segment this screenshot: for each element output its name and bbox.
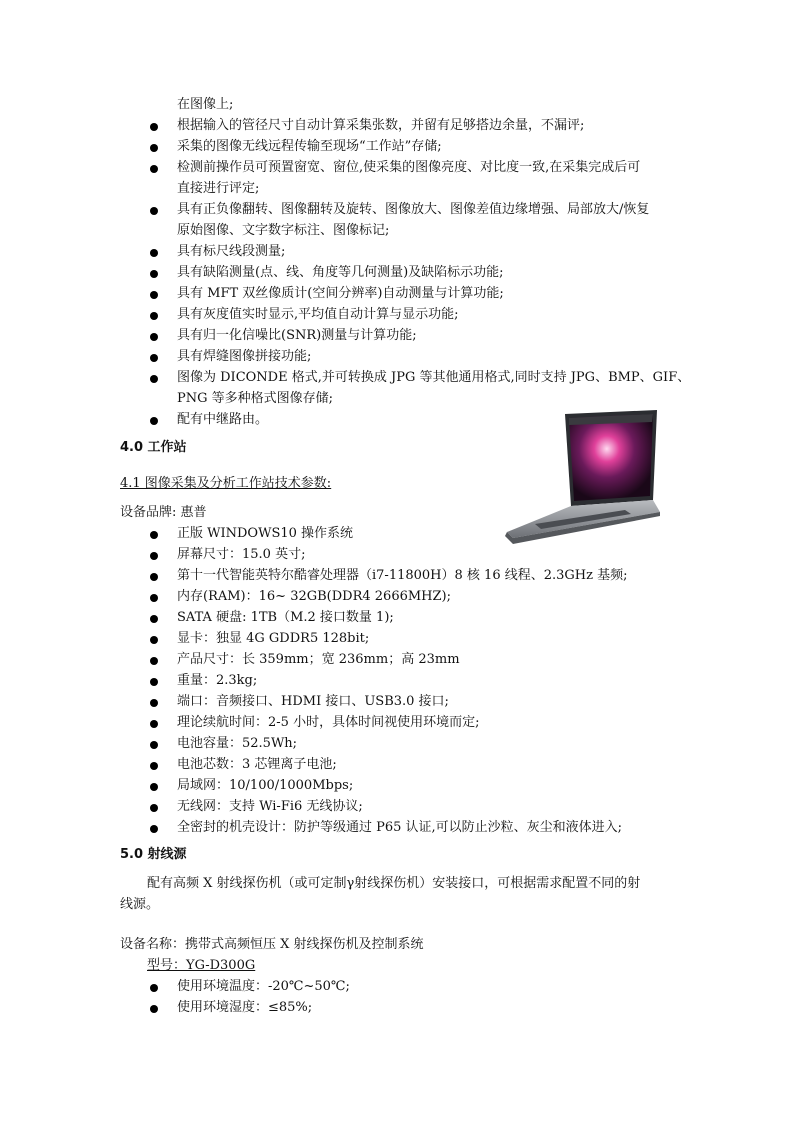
bullet-dot (150, 270, 158, 278)
list-item: 重量：2.3kg; (177, 673, 258, 688)
list-item: SATA 硬盘: 1TB（M.2 接口数量 1); (177, 610, 394, 625)
bullet-dot (150, 657, 158, 665)
list-item: 内存(RAM)：16~ 32GB(DDR4 2666MHZ); (177, 589, 452, 604)
bullet-dot (150, 804, 158, 812)
list-item: 检测前操作员可预置窗宽、窗位,使采集的图像亮度、对比度一致,在采集完成后可 (177, 160, 641, 175)
bullet-dot (150, 333, 158, 341)
list-item: 正版 WINDOWS10 操作系统 (177, 526, 354, 541)
list-item: 电池芯数：3 芯锂离子电池; (177, 757, 337, 772)
bullet-dot (150, 594, 158, 602)
brand-line: 设备品牌: 惠普 (120, 505, 207, 520)
list-item: 具有焊缝图像拼接功能; (177, 349, 312, 364)
bullet-dot (150, 531, 158, 539)
list-item: 具有正负像翻转、图像翻转及旋转、图像放大、图像差值边缘增强、局部放大/恢复 (177, 202, 650, 217)
list-item: 具有标尺线段测量; (177, 244, 286, 259)
bullet-dot (150, 1005, 158, 1013)
list-item: 使用环境温度：-20℃~50℃; (177, 979, 350, 994)
list-item-continuation: PNG 等多种格式图像存储; (177, 391, 334, 406)
section-heading: 5.0 射线源 (120, 847, 187, 862)
bullet-dot (150, 249, 158, 257)
bullet-dot (150, 312, 158, 320)
list-item: 图像为 DICONDE 格式,并可转换成 JPG 等其他通用格式,同时支持 JPG、BMP、GIF、 (177, 370, 691, 385)
list-item: 屏幕尺寸：15.0 英寸; (177, 547, 306, 562)
bullet-dot (150, 375, 158, 383)
bullet-dot (150, 291, 158, 299)
model-line: 型号：YG-D300G (147, 958, 256, 973)
bullet-dot (150, 207, 158, 215)
bullet-dot (150, 762, 158, 770)
continuation-text: 在图像上; (177, 97, 234, 112)
list-item: 具有缺陷测量(点、线、角度等几何测量)及缺陷标示功能; (177, 265, 504, 280)
bullet-dot (150, 552, 158, 560)
bullet-dot (150, 354, 158, 362)
paragraph-line: 线源。 (120, 897, 160, 912)
paragraph-line: 配有高频 X 射线探伤机（或可定制γ射线探伤机）安装接口，可根据需求配置不同的射 (147, 876, 641, 891)
list-item: 电池容量：52.5Wh; (177, 736, 298, 751)
list-item: 根据输入的管径尺寸自动计算采集张数，并留有足够搭边余量，不漏评; (177, 118, 585, 133)
list-item: 局域网：10/100/1000Mbps; (177, 778, 354, 793)
bullet-dot (150, 741, 158, 749)
bullet-dot (150, 636, 158, 644)
list-item: 理论续航时间：2-5 小时，具体时间视使用环境而定; (177, 715, 480, 730)
laptop-image (505, 408, 662, 548)
list-item: 具有灰度值实时显示,平均值自动计算与显示功能; (177, 307, 459, 322)
list-item: 具有 MFT 双丝像质计(空间分辨率)自动测量与计算功能; (177, 286, 504, 301)
list-item-continuation: 原始图像、文字数字标注、图像标记; (177, 223, 390, 238)
bullet-dot (150, 720, 158, 728)
list-item: 第十一代智能英特尔酷睿处理器（i7-11800H）8 核 16 线程、2.3GHz 基频; (177, 568, 628, 583)
list-item: 采集的图像无线远程传输至现场“工作站”存储; (177, 139, 442, 154)
bullet-dot (150, 699, 158, 707)
list-item-continuation: 直接进行评定; (177, 181, 260, 196)
bullet-dot (150, 984, 158, 992)
bullet-dot (150, 165, 158, 173)
bullet-dot (150, 144, 158, 152)
subsection-heading: 4.1 图像采集及分析工作站技术参数: (120, 476, 332, 491)
bullet-dot (150, 783, 158, 791)
list-item: 显卡：独显 4G GDDR5 128bit; (177, 631, 370, 646)
list-item: 无线网：支持 Wi-Fi6 无线协议; (177, 799, 363, 814)
list-item: 使用环境湿度：≤85%; (177, 1000, 313, 1015)
list-item: 全密封的机壳设计：防护等级通过 P65 认证,可以防止沙粒、灰尘和液体进入; (177, 820, 623, 835)
bullet-dot (150, 123, 158, 131)
section-heading: 4.0 工作站 (120, 440, 187, 455)
bullet-dot (150, 678, 158, 686)
list-item: 端口：音频接口、HDMI 接口、USB3.0 接口; (177, 694, 449, 709)
bullet-dot (150, 825, 158, 833)
bullet-dot (150, 573, 158, 581)
bullet-dot (150, 417, 158, 425)
list-item: 具有归一化信噪比(SNR)测量与计算功能; (177, 328, 417, 343)
list-item: 配有中继路由。 (177, 412, 269, 427)
bullet-dot (150, 615, 158, 623)
list-item: 产品尺寸：长 359mm；宽 236mm；高 23mm (177, 652, 460, 667)
device-name-line: 设备名称：携带式高频恒压 X 射线探伤机及控制系统 (120, 937, 424, 952)
